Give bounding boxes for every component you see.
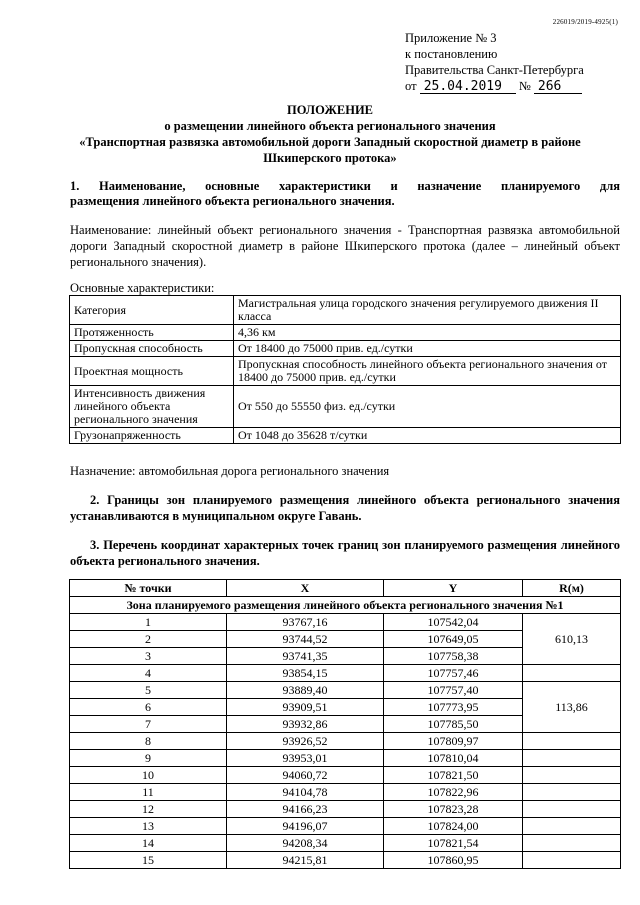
decree-date: 25.04.2019 bbox=[420, 80, 516, 94]
coordinate-row bbox=[70, 767, 621, 784]
characteristic-value: Магистральная улица городского значения регулируемого движения II класса bbox=[234, 296, 621, 325]
coordinate-x: 94166,23 bbox=[227, 801, 384, 818]
point-number: 4 bbox=[70, 665, 227, 682]
coordinate-y: 107860,95 bbox=[384, 852, 523, 869]
coordinate-y: 107757,40 bbox=[384, 682, 523, 699]
appendix-block bbox=[405, 30, 584, 94]
coordinate-row bbox=[70, 818, 621, 835]
coordinate-x: 93932,86 bbox=[227, 716, 384, 733]
point-number: 8 bbox=[70, 733, 227, 750]
decree-number: 266 bbox=[534, 80, 582, 94]
coordinate-x: 93953,01 bbox=[227, 750, 384, 767]
point-number: 15 bbox=[70, 852, 227, 869]
coordinates-table bbox=[69, 579, 621, 869]
coordinate-row bbox=[70, 614, 621, 631]
coordinate-y: 107821,54 bbox=[384, 835, 523, 852]
point-number: 3 bbox=[70, 648, 227, 665]
coordinate-row bbox=[70, 835, 621, 852]
radius-value bbox=[523, 852, 621, 869]
coordinate-y: 107649,05 bbox=[384, 631, 523, 648]
coordinate-row bbox=[70, 665, 621, 682]
appendix-from: от bbox=[405, 79, 417, 93]
appendix-line-3: Правительства Санкт-Петербурга bbox=[405, 63, 584, 77]
title-line-2: о размещении линейного объекта регионального значения bbox=[164, 119, 496, 133]
purpose-text: Назначение: автомобильная дорога регионального значения bbox=[70, 464, 390, 478]
radius-value bbox=[523, 665, 621, 682]
name-paragraph: Наименование: линейный объект регионального значения - Транспортная развязка автомобильной дороги Западный скоростной диаметр в районе Шкиперского протока (далее – линейный объект регионального значения). bbox=[70, 223, 620, 269]
number-sign: № bbox=[518, 79, 531, 93]
coordinate-x: 94060,72 bbox=[227, 767, 384, 784]
point-number: 7 bbox=[70, 716, 227, 733]
zone-title-row bbox=[70, 597, 621, 614]
coordinate-y: 107824,00 bbox=[384, 818, 523, 835]
characteristics-label: Основные характеристики: bbox=[70, 281, 215, 295]
zone-title: Зона планируемого размещения линейного объекта регионального значения №1 bbox=[70, 597, 621, 614]
header-radius: R(м) bbox=[523, 580, 621, 597]
coordinate-x: 93926,52 bbox=[227, 733, 384, 750]
coordinate-y: 107810,04 bbox=[384, 750, 523, 767]
radius-value bbox=[523, 733, 621, 750]
coordinate-x: 93854,15 bbox=[227, 665, 384, 682]
title-line-4: Шкиперского протока» bbox=[263, 151, 397, 165]
coordinate-row bbox=[70, 750, 621, 767]
characteristic-name: Категория bbox=[70, 296, 234, 325]
characteristics-row bbox=[70, 386, 621, 428]
appendix-line-2: к постановлению bbox=[405, 47, 498, 61]
characteristic-name: Грузонапряженность bbox=[70, 428, 234, 444]
radius-value: 113,86 bbox=[523, 682, 621, 733]
coordinate-y: 107809,97 bbox=[384, 733, 523, 750]
coordinate-row bbox=[70, 784, 621, 801]
appendix-date-line bbox=[405, 78, 584, 94]
characteristic-name: Интенсивность движения линейного объекта регионального значения bbox=[70, 386, 234, 428]
characteristic-value: От 1048 до 35628 т/сутки bbox=[234, 428, 621, 444]
title-line-1: ПОЛОЖЕНИЕ bbox=[286, 103, 374, 117]
appendix-line-1: Приложение № 3 bbox=[405, 31, 497, 45]
coordinate-x: 93767,16 bbox=[227, 614, 384, 631]
coordinate-x: 93889,40 bbox=[227, 682, 384, 699]
document-title bbox=[40, 102, 620, 166]
section-2-text: 2. Границы зон планируемого размещения линейного объекта регионального значения устанавливаются в муниципальном округе Гавань. bbox=[70, 493, 620, 523]
title-line-3: «Транспортная развязка автомобильной дороги Западный скоростной диаметр в районе bbox=[79, 135, 581, 149]
coordinates-header-row bbox=[70, 580, 621, 597]
point-number: 12 bbox=[70, 801, 227, 818]
coordinate-x: 93909,51 bbox=[227, 699, 384, 716]
characteristic-name: Протяженность bbox=[70, 325, 234, 341]
characteristic-name: Пропускная способность bbox=[70, 341, 234, 357]
radius-value bbox=[523, 750, 621, 767]
characteristic-value: 4,36 км bbox=[234, 325, 621, 341]
radius-value bbox=[523, 784, 621, 801]
section-1-heading-cont: размещения линейного объекта регионального значения. bbox=[70, 194, 395, 208]
header-x: X bbox=[227, 580, 384, 597]
point-number: 6 bbox=[70, 699, 227, 716]
coordinate-y: 107758,38 bbox=[384, 648, 523, 665]
coordinate-row bbox=[70, 733, 621, 750]
radius-value bbox=[523, 801, 621, 818]
coordinate-x: 94208,34 bbox=[227, 835, 384, 852]
point-number: 14 bbox=[70, 835, 227, 852]
characteristics-row bbox=[70, 296, 621, 325]
characteristics-row bbox=[70, 325, 621, 341]
characteristics-table bbox=[69, 295, 621, 444]
coordinate-y: 107823,28 bbox=[384, 801, 523, 818]
characteristics-row bbox=[70, 357, 621, 386]
point-number: 2 bbox=[70, 631, 227, 648]
coordinate-x: 94196,07 bbox=[227, 818, 384, 835]
header-y: Y bbox=[384, 580, 523, 597]
section-1-heading: 1. Наименование, основные характеристики и назначение планируемого для bbox=[70, 179, 620, 193]
coordinate-row bbox=[70, 852, 621, 869]
radius-value bbox=[523, 767, 621, 784]
characteristics-row bbox=[70, 341, 621, 357]
coordinate-x: 93741,35 bbox=[227, 648, 384, 665]
header-point-number: № точки bbox=[70, 580, 227, 597]
point-number: 5 bbox=[70, 682, 227, 699]
coordinate-y: 107773,95 bbox=[384, 699, 523, 716]
coordinate-row bbox=[70, 801, 621, 818]
document-number: 226019/2019-4925(1) bbox=[552, 18, 618, 26]
coordinate-row bbox=[70, 682, 621, 699]
coordinate-y: 107542,04 bbox=[384, 614, 523, 631]
point-number: 11 bbox=[70, 784, 227, 801]
coordinate-y: 107785,50 bbox=[384, 716, 523, 733]
characteristic-value: От 550 до 55550 физ. ед./сутки bbox=[234, 386, 621, 428]
point-number: 10 bbox=[70, 767, 227, 784]
characteristics-row bbox=[70, 428, 621, 444]
coordinate-x: 94215,81 bbox=[227, 852, 384, 869]
point-number: 1 bbox=[70, 614, 227, 631]
section-3-text: 3. Перечень координат характерных точек границ зон планируемого размещения линейного объекта регионального значения. bbox=[70, 538, 620, 568]
coordinate-y: 107757,46 bbox=[384, 665, 523, 682]
coordinate-x: 93744,52 bbox=[227, 631, 384, 648]
coordinate-x: 94104,78 bbox=[227, 784, 384, 801]
characteristic-value: Пропускная способность линейного объекта регионального значения от 18400 до 75000 прив. ед./сутки bbox=[234, 357, 621, 386]
radius-value bbox=[523, 818, 621, 835]
radius-value bbox=[523, 835, 621, 852]
coordinate-y: 107821,50 bbox=[384, 767, 523, 784]
coordinate-y: 107822,96 bbox=[384, 784, 523, 801]
point-number: 13 bbox=[70, 818, 227, 835]
characteristic-name: Проектная мощность bbox=[70, 357, 234, 386]
point-number: 9 bbox=[70, 750, 227, 767]
radius-value: 610,13 bbox=[523, 614, 621, 665]
characteristic-value: От 18400 до 75000 прив. ед./сутки bbox=[234, 341, 621, 357]
